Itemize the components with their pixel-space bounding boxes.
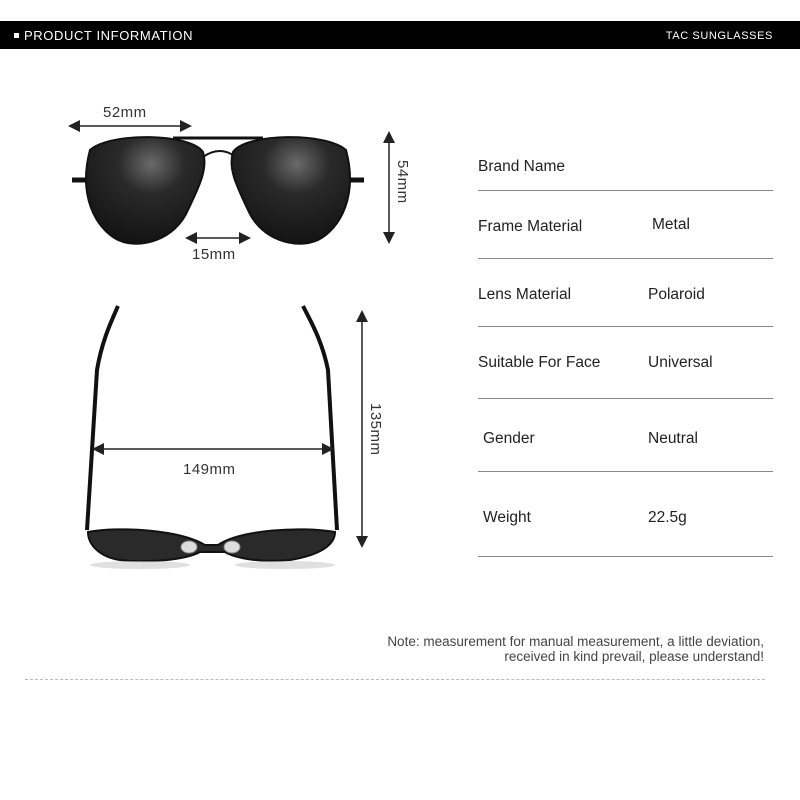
spec-value: Polaroid [648, 286, 705, 303]
spec-row-gender [478, 399, 773, 472]
note-line-2: received in kind prevail, please understand! [504, 649, 764, 664]
spec-row-lens-material [478, 259, 773, 327]
spec-row-weight [478, 472, 773, 557]
note-line-1: Note: measurement for manual measurement, a little deviation, [387, 634, 764, 649]
dotted-divider [25, 679, 765, 680]
spec-row-frame-material [478, 191, 773, 259]
spec-value: Universal [648, 354, 713, 371]
lens-height-label: 54mm [394, 160, 411, 204]
header-title: PRODUCT INFORMATION [24, 28, 194, 43]
spec-row-face [478, 327, 773, 399]
lens-width-label: 52mm [103, 104, 147, 121]
measurement-note [387, 634, 764, 664]
top-view-glasses [87, 306, 337, 569]
front-view-glasses [72, 137, 364, 244]
spec-value: Metal [652, 216, 690, 233]
spec-label: Brand Name [478, 158, 566, 175]
spec-label: Weight [483, 509, 531, 526]
header-subtitle: TAC SUNGLASSES [665, 30, 773, 42]
spec-label: Suitable For Face [478, 354, 601, 371]
spec-label: Frame Material [478, 218, 583, 235]
spec-label: Gender [483, 430, 535, 447]
spec-row-brand [478, 140, 773, 191]
spec-value: Neutral [648, 430, 698, 447]
frame-width-label: 149mm [183, 461, 236, 478]
temple-length-label: 135mm [367, 403, 384, 456]
bridge-width-label: 15mm [192, 246, 236, 263]
spec-value: 22.5g [648, 509, 687, 526]
spec-label: Lens Material [478, 286, 572, 303]
spec-table [478, 140, 773, 557]
